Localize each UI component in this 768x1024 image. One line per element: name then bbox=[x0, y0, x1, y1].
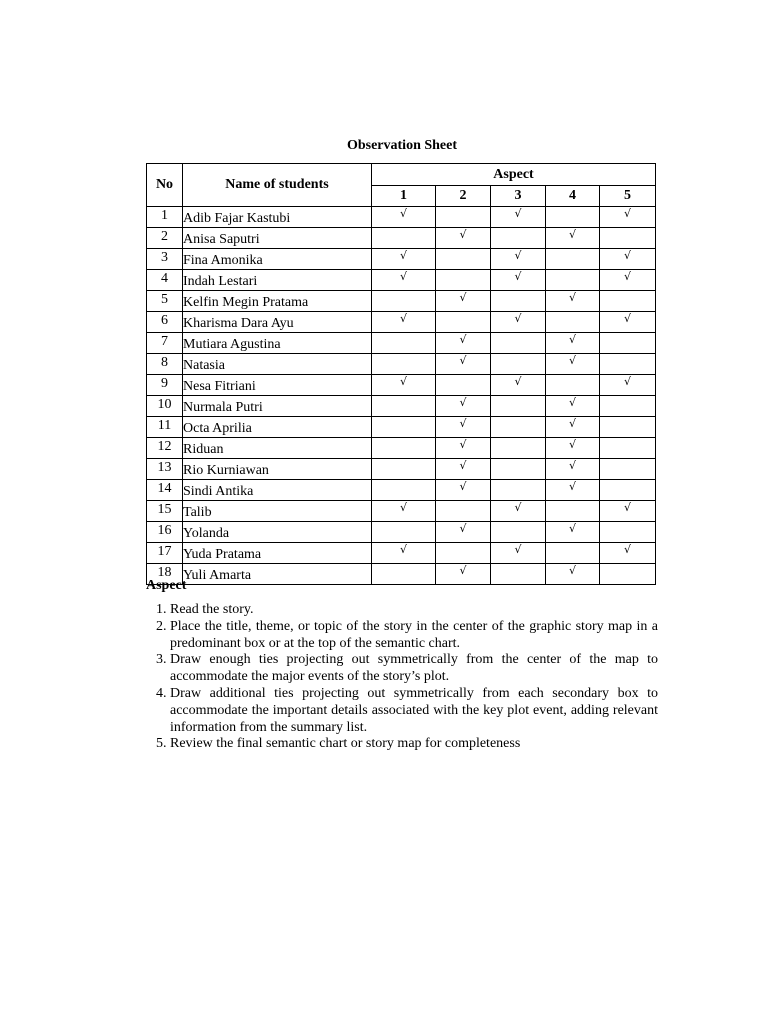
table-row bbox=[147, 459, 656, 480]
aspect-2-cell bbox=[436, 249, 491, 270]
check-mark-icon: √ bbox=[568, 354, 576, 367]
check-mark-icon: √ bbox=[514, 501, 522, 514]
student-name: Yolanda bbox=[183, 522, 372, 543]
aspect-2-cell bbox=[436, 270, 491, 291]
aspect-item: 5. Review the final semantic chart or story map for completeness bbox=[170, 736, 658, 753]
row-number: 2 bbox=[147, 228, 183, 249]
aspect-4-cell bbox=[546, 312, 600, 333]
table-row bbox=[147, 480, 656, 501]
check-mark-icon: √ bbox=[399, 207, 407, 220]
student-name: Riduan bbox=[183, 438, 372, 459]
row-number: 12 bbox=[147, 438, 183, 459]
aspect-1-cell bbox=[372, 270, 436, 291]
aspect-3-cell bbox=[491, 417, 546, 438]
aspect-4-cell bbox=[546, 396, 600, 417]
aspect-3-cell bbox=[491, 501, 546, 522]
aspect-5-cell bbox=[600, 501, 656, 522]
aspect-item: 2. Place the title, theme, or topic of the story in the center of the graphic story map in a predominant box or at the top of the semantic chart. bbox=[170, 619, 658, 653]
aspect-4-cell bbox=[546, 354, 600, 375]
aspect-column-header: Aspect bbox=[372, 164, 656, 186]
check-mark-icon: √ bbox=[399, 270, 407, 283]
aspect-3-header: 3 bbox=[491, 186, 546, 207]
check-mark-icon: √ bbox=[399, 501, 407, 514]
aspect-3-cell bbox=[491, 333, 546, 354]
check-mark-icon: √ bbox=[399, 312, 407, 325]
check-mark-icon: √ bbox=[459, 354, 467, 367]
aspect-2-cell bbox=[436, 396, 491, 417]
check-mark-icon: √ bbox=[623, 312, 631, 325]
aspect-section-title: Aspect bbox=[146, 578, 187, 593]
aspect-1-cell bbox=[372, 312, 436, 333]
student-name: Adib Fajar Kastubi bbox=[183, 207, 372, 228]
aspect-3-cell bbox=[491, 207, 546, 228]
check-mark-icon: √ bbox=[568, 333, 576, 346]
table-row bbox=[147, 354, 656, 375]
aspect-5-cell bbox=[600, 207, 656, 228]
check-mark-icon: √ bbox=[623, 375, 631, 388]
aspect-1-cell bbox=[372, 354, 436, 375]
aspect-2-cell bbox=[436, 375, 491, 396]
row-number: 1 bbox=[147, 207, 183, 228]
aspect-3-cell bbox=[491, 312, 546, 333]
aspect-4-cell bbox=[546, 522, 600, 543]
aspect-item: 4. Draw additional ties projecting out symmetrically from each secondary box to accommodate the important details associated with the key plot event, adding relevant information from the summary list. bbox=[170, 686, 658, 736]
aspect-2-cell bbox=[436, 417, 491, 438]
table-header bbox=[147, 164, 656, 207]
check-mark-icon: √ bbox=[623, 501, 631, 514]
aspect-3-cell bbox=[491, 459, 546, 480]
check-mark-icon: √ bbox=[568, 564, 576, 577]
aspect-2-cell bbox=[436, 207, 491, 228]
aspect-5-cell bbox=[600, 417, 656, 438]
aspect-2-header: 2 bbox=[436, 186, 491, 207]
row-number: 17 bbox=[147, 543, 183, 564]
aspect-2-cell bbox=[436, 354, 491, 375]
check-mark-icon: √ bbox=[623, 207, 631, 220]
aspect-4-cell bbox=[546, 249, 600, 270]
aspect-4-cell bbox=[546, 228, 600, 249]
student-name: Indah Lestari bbox=[183, 270, 372, 291]
aspect-4-header: 4 bbox=[546, 186, 600, 207]
row-number: 18 bbox=[147, 564, 183, 585]
aspect-item: 1. Read the story. bbox=[170, 602, 658, 619]
aspect-4-cell bbox=[546, 270, 600, 291]
no-column-header: No bbox=[147, 164, 183, 207]
aspect-1-cell bbox=[372, 417, 436, 438]
check-mark-icon: √ bbox=[399, 375, 407, 388]
aspect-5-cell bbox=[600, 543, 656, 564]
aspect-5-cell bbox=[600, 249, 656, 270]
aspect-3-cell bbox=[491, 543, 546, 564]
table-body bbox=[147, 207, 656, 585]
aspect-3-cell bbox=[491, 480, 546, 501]
row-number: 16 bbox=[147, 522, 183, 543]
check-mark-icon: √ bbox=[623, 543, 631, 556]
student-name: Mutiara Agustina bbox=[183, 333, 372, 354]
row-number: 11 bbox=[147, 417, 183, 438]
check-mark-icon: √ bbox=[459, 228, 467, 241]
aspect-2-cell bbox=[436, 480, 491, 501]
aspect-5-cell bbox=[600, 522, 656, 543]
student-name: Octa Aprilia bbox=[183, 417, 372, 438]
aspect-4-cell bbox=[546, 501, 600, 522]
aspect-3-cell bbox=[491, 522, 546, 543]
aspect-4-cell bbox=[546, 291, 600, 312]
aspect-2-cell bbox=[436, 543, 491, 564]
table-row bbox=[147, 249, 656, 270]
check-mark-icon: √ bbox=[399, 543, 407, 556]
check-mark-icon: √ bbox=[568, 480, 576, 493]
aspect-1-cell bbox=[372, 375, 436, 396]
aspect-4-cell bbox=[546, 543, 600, 564]
student-name: Yuli Amarta bbox=[183, 564, 372, 585]
student-name: Nurmala Putri bbox=[183, 396, 372, 417]
check-mark-icon: √ bbox=[514, 249, 522, 262]
aspect-list bbox=[146, 602, 658, 753]
check-mark-icon: √ bbox=[459, 291, 467, 304]
aspect-3-cell bbox=[491, 249, 546, 270]
aspect-1-cell bbox=[372, 207, 436, 228]
page-title: Observation Sheet bbox=[346, 138, 458, 153]
observation-table bbox=[146, 163, 656, 585]
aspect-1-cell bbox=[372, 564, 436, 585]
row-number: 6 bbox=[147, 312, 183, 333]
aspect-5-cell bbox=[600, 228, 656, 249]
aspect-1-cell bbox=[372, 396, 436, 417]
row-number: 15 bbox=[147, 501, 183, 522]
aspect-3-cell bbox=[491, 228, 546, 249]
table-row bbox=[147, 522, 656, 543]
check-mark-icon: √ bbox=[459, 333, 467, 346]
aspect-4-cell bbox=[546, 207, 600, 228]
row-number: 3 bbox=[147, 249, 183, 270]
aspect-4-cell bbox=[546, 333, 600, 354]
student-name: Sindi Antika bbox=[183, 480, 372, 501]
row-number: 13 bbox=[147, 459, 183, 480]
aspect-1-cell bbox=[372, 249, 436, 270]
student-name: Fina Amonika bbox=[183, 249, 372, 270]
name-column-header: Name of students bbox=[183, 164, 372, 207]
aspect-item: 3. Draw enough ties projecting out symmetrically from the center of the map to accommodate the major events of the story’s plot. bbox=[170, 652, 658, 686]
aspect-4-cell bbox=[546, 564, 600, 585]
student-name: Kharisma Dara Ayu bbox=[183, 312, 372, 333]
table-row bbox=[147, 543, 656, 564]
aspect-1-cell bbox=[372, 522, 436, 543]
aspect-5-cell bbox=[600, 291, 656, 312]
check-mark-icon: √ bbox=[459, 396, 467, 409]
check-mark-icon: √ bbox=[399, 249, 407, 262]
aspect-1-cell bbox=[372, 333, 436, 354]
aspect-3-cell bbox=[491, 438, 546, 459]
aspect-2-cell bbox=[436, 291, 491, 312]
row-number: 4 bbox=[147, 270, 183, 291]
aspect-1-cell bbox=[372, 228, 436, 249]
student-name: Talib bbox=[183, 501, 372, 522]
table-row bbox=[147, 291, 656, 312]
check-mark-icon: √ bbox=[568, 417, 576, 430]
check-mark-icon: √ bbox=[568, 438, 576, 451]
check-mark-icon: √ bbox=[514, 270, 522, 283]
row-number: 8 bbox=[147, 354, 183, 375]
aspect-1-cell bbox=[372, 291, 436, 312]
aspect-3-cell bbox=[491, 291, 546, 312]
check-mark-icon: √ bbox=[568, 522, 576, 535]
row-number: 9 bbox=[147, 375, 183, 396]
check-mark-icon: √ bbox=[568, 291, 576, 304]
aspect-5-cell bbox=[600, 375, 656, 396]
aspect-3-cell bbox=[491, 354, 546, 375]
aspect-1-cell bbox=[372, 543, 436, 564]
student-name: Natasia bbox=[183, 354, 372, 375]
aspect-3-cell bbox=[491, 564, 546, 585]
aspect-5-cell bbox=[600, 438, 656, 459]
aspect-4-cell bbox=[546, 480, 600, 501]
check-mark-icon: √ bbox=[514, 207, 522, 220]
aspect-3-cell bbox=[491, 375, 546, 396]
check-mark-icon: √ bbox=[459, 480, 467, 493]
aspect-4-cell bbox=[546, 459, 600, 480]
aspect-2-cell bbox=[436, 501, 491, 522]
student-name: Nesa Fitriani bbox=[183, 375, 372, 396]
check-mark-icon: √ bbox=[568, 228, 576, 241]
aspect-2-cell bbox=[436, 312, 491, 333]
aspect-5-cell bbox=[600, 564, 656, 585]
check-mark-icon: √ bbox=[514, 375, 522, 388]
aspect-4-cell bbox=[546, 417, 600, 438]
check-mark-icon: √ bbox=[623, 249, 631, 262]
aspect-2-cell bbox=[436, 333, 491, 354]
aspect-5-cell bbox=[600, 396, 656, 417]
student-name: Yuda Pratama bbox=[183, 543, 372, 564]
aspect-4-cell bbox=[546, 438, 600, 459]
aspect-5-cell bbox=[600, 480, 656, 501]
check-mark-icon: √ bbox=[459, 522, 467, 535]
check-mark-icon: √ bbox=[514, 543, 522, 556]
table-row bbox=[147, 270, 656, 291]
aspect-1-cell bbox=[372, 480, 436, 501]
table-row bbox=[147, 228, 656, 249]
table-row bbox=[147, 501, 656, 522]
aspect-1-header: 1 bbox=[372, 186, 436, 207]
row-number: 5 bbox=[147, 291, 183, 312]
table-row bbox=[147, 375, 656, 396]
aspect-5-cell bbox=[600, 333, 656, 354]
aspect-2-cell bbox=[436, 438, 491, 459]
check-mark-icon: √ bbox=[459, 459, 467, 472]
student-name: Kelfin Megin Pratama bbox=[183, 291, 372, 312]
check-mark-icon: √ bbox=[623, 270, 631, 283]
check-mark-icon: √ bbox=[514, 312, 522, 325]
table-row bbox=[147, 564, 656, 585]
aspect-3-cell bbox=[491, 396, 546, 417]
table-row bbox=[147, 417, 656, 438]
table-row bbox=[147, 207, 656, 228]
aspect-2-cell bbox=[436, 228, 491, 249]
row-number: 7 bbox=[147, 333, 183, 354]
aspect-2-cell bbox=[436, 522, 491, 543]
student-name: Rio Kurniawan bbox=[183, 459, 372, 480]
aspect-3-cell bbox=[491, 270, 546, 291]
table-row bbox=[147, 438, 656, 459]
aspect-5-cell bbox=[600, 459, 656, 480]
row-number: 10 bbox=[147, 396, 183, 417]
aspect-4-cell bbox=[546, 375, 600, 396]
check-mark-icon: √ bbox=[459, 438, 467, 451]
student-name: Anisa Saputri bbox=[183, 228, 372, 249]
aspect-5-cell bbox=[600, 312, 656, 333]
aspect-2-cell bbox=[436, 564, 491, 585]
check-mark-icon: √ bbox=[568, 396, 576, 409]
aspect-5-cell bbox=[600, 354, 656, 375]
aspect-2-cell bbox=[436, 459, 491, 480]
check-mark-icon: √ bbox=[459, 564, 467, 577]
aspect-1-cell bbox=[372, 438, 436, 459]
check-mark-icon: √ bbox=[459, 417, 467, 430]
aspect-5-cell bbox=[600, 270, 656, 291]
aspect-1-cell bbox=[372, 501, 436, 522]
table-row bbox=[147, 333, 656, 354]
table-row bbox=[147, 396, 656, 417]
check-mark-icon: √ bbox=[568, 459, 576, 472]
table-row bbox=[147, 312, 656, 333]
aspect-1-cell bbox=[372, 459, 436, 480]
aspect-5-header: 5 bbox=[600, 186, 656, 207]
row-number: 14 bbox=[147, 480, 183, 501]
